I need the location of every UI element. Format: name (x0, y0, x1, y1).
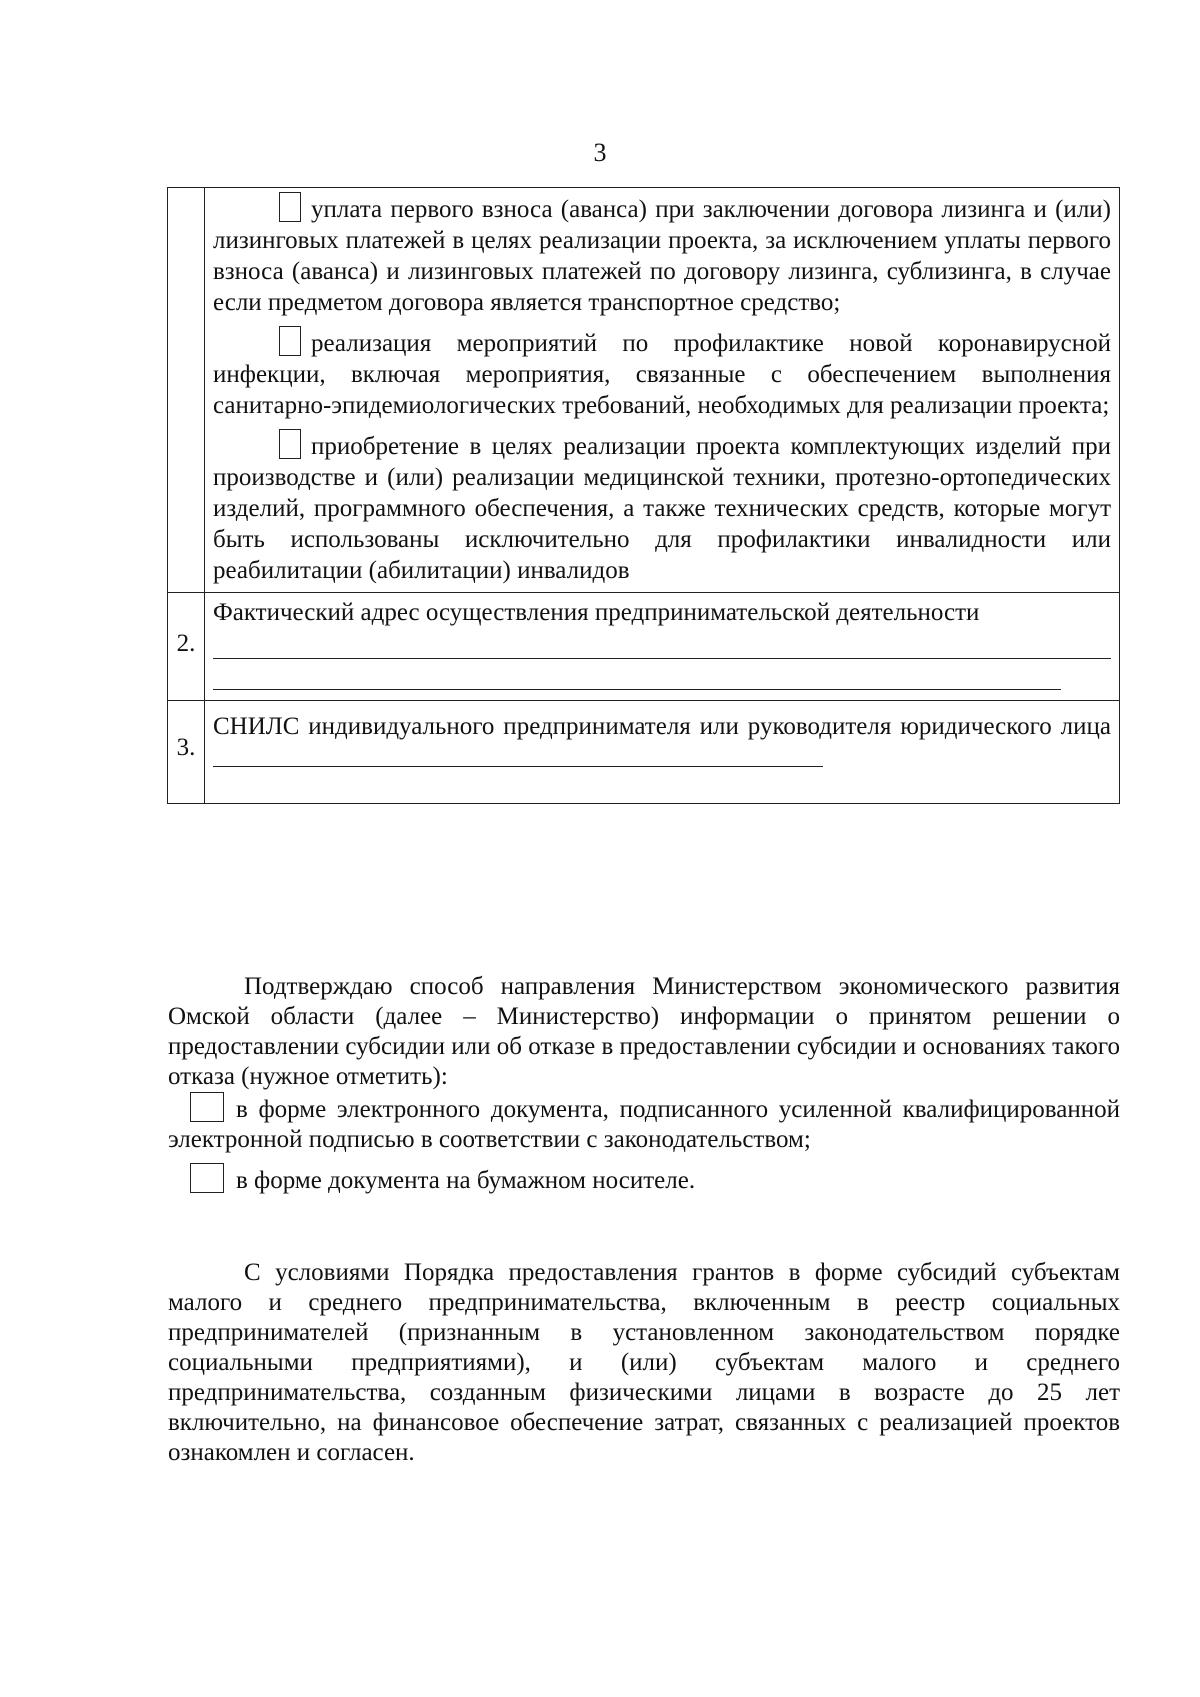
address-label: Фактический адрес осуществления предпринимательской деятельности (213, 599, 980, 626)
expense-options-cell (205, 188, 1120, 593)
expense-option-components: приобретение в целях реализации проекта комплектующих изделий при производстве и (или) реализации медицинской техники, протезно-ортопедических изделий, программного обеспечения, а также технических средств, которые могут быть использованы исключительно для профилактики инвалидности или реабилитации (абилитации) инвалидов (213, 429, 1111, 586)
page-number: 3 (593, 138, 607, 167)
electronic-delivery-checkbox[interactable] (190, 1092, 224, 1122)
leasing-checkbox[interactable] (279, 192, 301, 222)
confirmation-section (168, 972, 1120, 1196)
table-row (168, 701, 1120, 804)
expense-option-leasing: уплата первого взноса (аванса) при заключении договора лизинга и (или) лизинговых платежей в целях реализации проекта, за исключением уплаты первого взноса (аванса) и лизинговых платежей по договору лизинга, сублизинга, в случае если предметом договора является транспортное средство; (213, 192, 1111, 318)
delivery-option-paper: в форме документа на бумажном носителе. (168, 1163, 1120, 1196)
components-checkbox[interactable] (279, 429, 301, 459)
snils-cell (205, 701, 1120, 804)
paper-delivery-checkbox[interactable] (190, 1163, 224, 1193)
row-number-cell (168, 188, 205, 593)
address-cell (205, 593, 1120, 701)
address-field-line-1[interactable] (213, 628, 1111, 659)
agreement-section (168, 1258, 1120, 1468)
snils-label: СНИЛС индивидуального предпринимателя или руководителя юридического лица (213, 711, 1111, 773)
snils-field-line[interactable] (213, 744, 823, 767)
application-form-table (167, 187, 1120, 804)
expense-option-covid: реализация мероприятий по профилактике новой коронавирусной инфекции, включая мероприятия, связанные с обеспечением выполнения санитарно-эпидемиологических требований, необходимых для реализации проекта; (213, 326, 1111, 421)
confirmation-text: Подтверждаю способ направления Министерством экономического развития Омской области (далее – Министерство) информации о принятом решении о предоставлении субсидии или об отказе в предоставлении субсидии и основаниях такого отказа (нужное отметить): (168, 973, 1120, 1090)
covid-checkbox[interactable] (279, 326, 301, 356)
table-row (168, 593, 1120, 701)
agreement-text: С условиями Порядка предоставления грантов в форме субсидий субъектам малого и среднего предпринимательства, включенным в реестр социальных предпринимателей (признанным в установленном законодательством порядке социальными предприятиями), и (или) субъектам малого и среднего предпринимательства, созданным физическими лицами в возрасте до 25 лет включительно, на финансовое обеспечение затрат, связанных с реализацией проектов ознакомлен и согласен. (168, 1259, 1120, 1466)
row-number-cell: 3. (168, 701, 205, 804)
delivery-option-electronic: в форме электронного документа, подписанного усиленной квалифицированной электронной подписью в соответствии с законодательством; (168, 1092, 1120, 1155)
address-field-line-2[interactable] (213, 659, 1061, 690)
row-number-cell: 2. (168, 593, 205, 701)
table-row (168, 188, 1120, 593)
